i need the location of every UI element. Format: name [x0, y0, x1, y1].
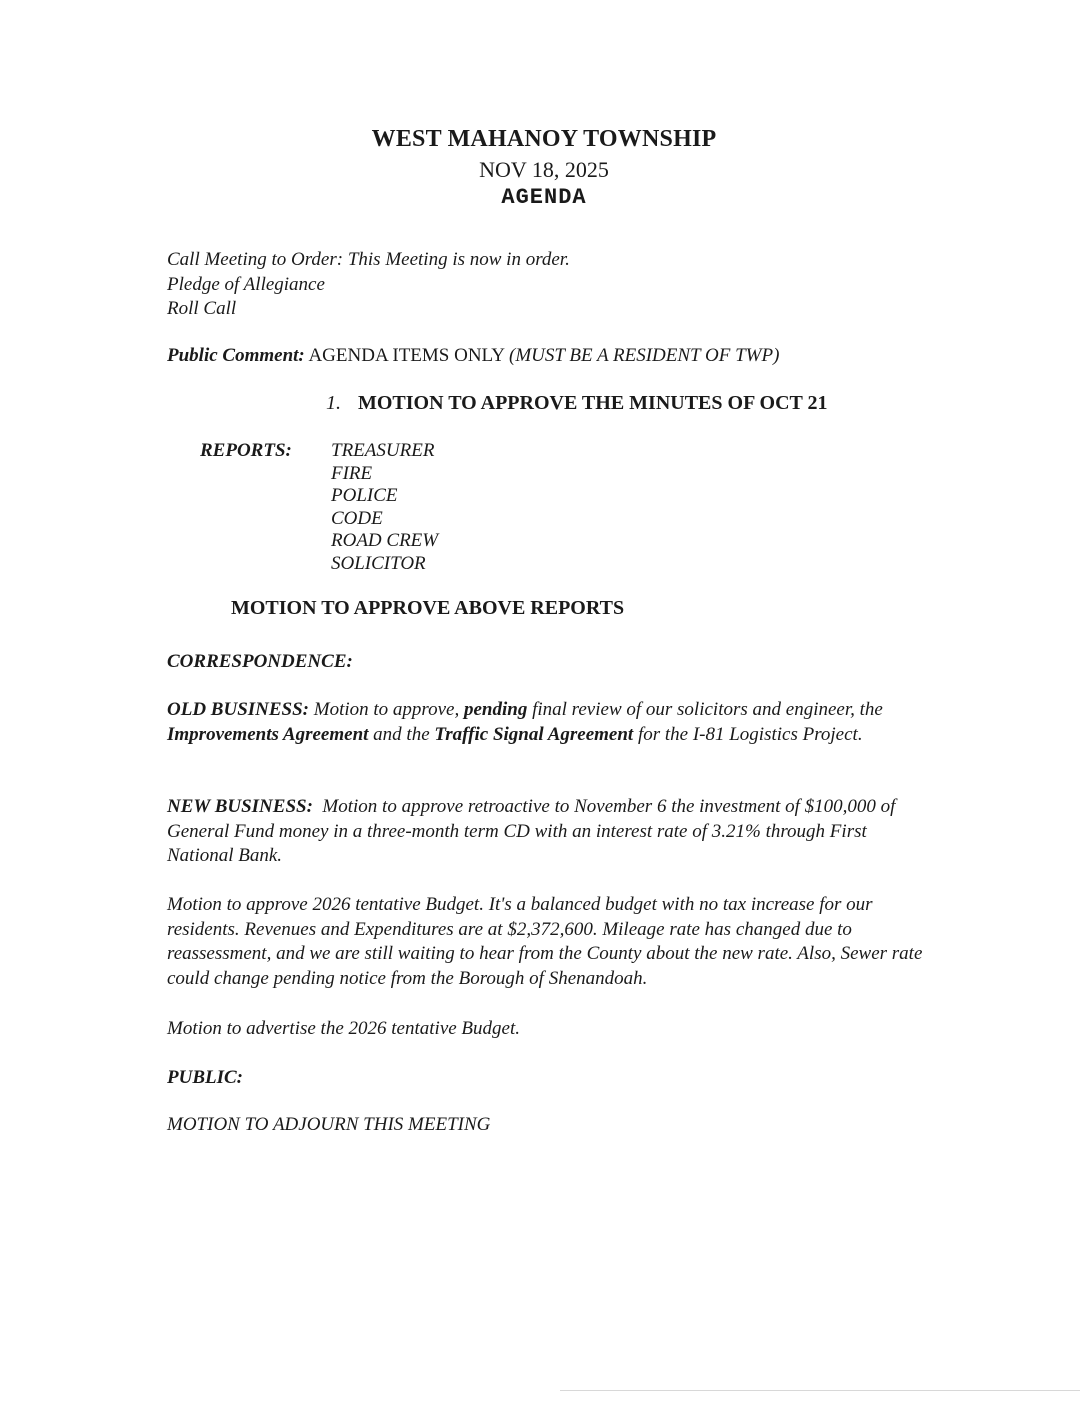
old-business	[167, 698, 937, 747]
reports-label: REPORTS:	[200, 440, 292, 461]
roll-call: Roll Call	[167, 298, 237, 319]
agenda-heading: AGENDA	[501, 185, 587, 210]
public-comment-text: AGENDA ITEMS ONLY	[308, 345, 505, 366]
traffic-signal-agreement: Traffic Signal Agreement	[434, 723, 634, 745]
public-label: PUBLIC:	[167, 1067, 243, 1088]
old-business-text-3: final review of our solicitors and engineer, the	[532, 699, 883, 720]
advertise-budget-motion: Motion to advertise the 2026 tentative Budget.	[167, 1018, 521, 1039]
new-business-text: Motion to approve retroactive to November 6 the investment of $100,000 of General Fund money in a three-month term CD with an interest rate of 3.21% through First National Bank.	[167, 796, 896, 866]
new-business	[167, 795, 937, 869]
report-item: ROAD CREW	[331, 530, 439, 551]
report-item: TREASURER	[331, 440, 435, 461]
motion-approve-reports: MOTION TO APPROVE ABOVE REPORTS	[231, 597, 625, 619]
motion-approve-minutes	[326, 392, 828, 415]
public-comment-note: (MUST BE A RESIDENT OF TWP)	[509, 345, 780, 366]
opening-section	[167, 248, 570, 322]
old-business-text-7: for the I-81 Logistics Project.	[637, 723, 863, 745]
old-business-pending: pending	[463, 699, 528, 720]
new-business-label: NEW BUSINESS:	[167, 796, 313, 817]
township-title: WEST MAHANOY TOWNSHIP	[371, 126, 717, 152]
public-comment	[167, 344, 779, 369]
call-to-order: Call Meeting to Order: This Meeting is now in order.	[167, 249, 570, 270]
correspondence-label: CORRESPONDENCE:	[167, 651, 353, 672]
motion-adjourn: MOTION TO ADJOURN THIS MEETING	[167, 1114, 491, 1135]
scan-artifact-line	[560, 1390, 1080, 1391]
report-item: FIRE	[331, 462, 373, 484]
report-item: SOLICITOR	[331, 552, 426, 574]
old-business-label: OLD BUSINESS:	[167, 699, 310, 720]
pledge-of-allegiance: Pledge of Allegiance	[167, 273, 325, 295]
reports-list	[331, 440, 438, 575]
report-item: POLICE	[331, 485, 398, 506]
old-business-text-5: and the	[373, 723, 430, 745]
report-item: CODE	[331, 507, 383, 529]
meeting-date: NOV 18, 2025	[479, 157, 609, 182]
old-business-text-1: Motion to approve,	[313, 699, 460, 720]
improvements-agreement: Improvements Agreement	[167, 723, 369, 745]
public-comment-label: Public Comment:	[167, 345, 305, 366]
motion-number: 1.	[326, 392, 341, 414]
budget-motion: Motion to approve 2026 tentative Budget. It's a balanced budget with no tax increase for our residents. Revenues and Expenditures are at $2,372,600. Mileage rate has changed due to reassessment, and we are still waiting to hear from the County about the new rate. Also, Sewer rate could change pending notice from the Borough of Shenandoah.	[167, 894, 923, 989]
motion-minutes-text: MOTION TO APPROVE THE MINUTES OF OCT 21	[358, 392, 828, 414]
